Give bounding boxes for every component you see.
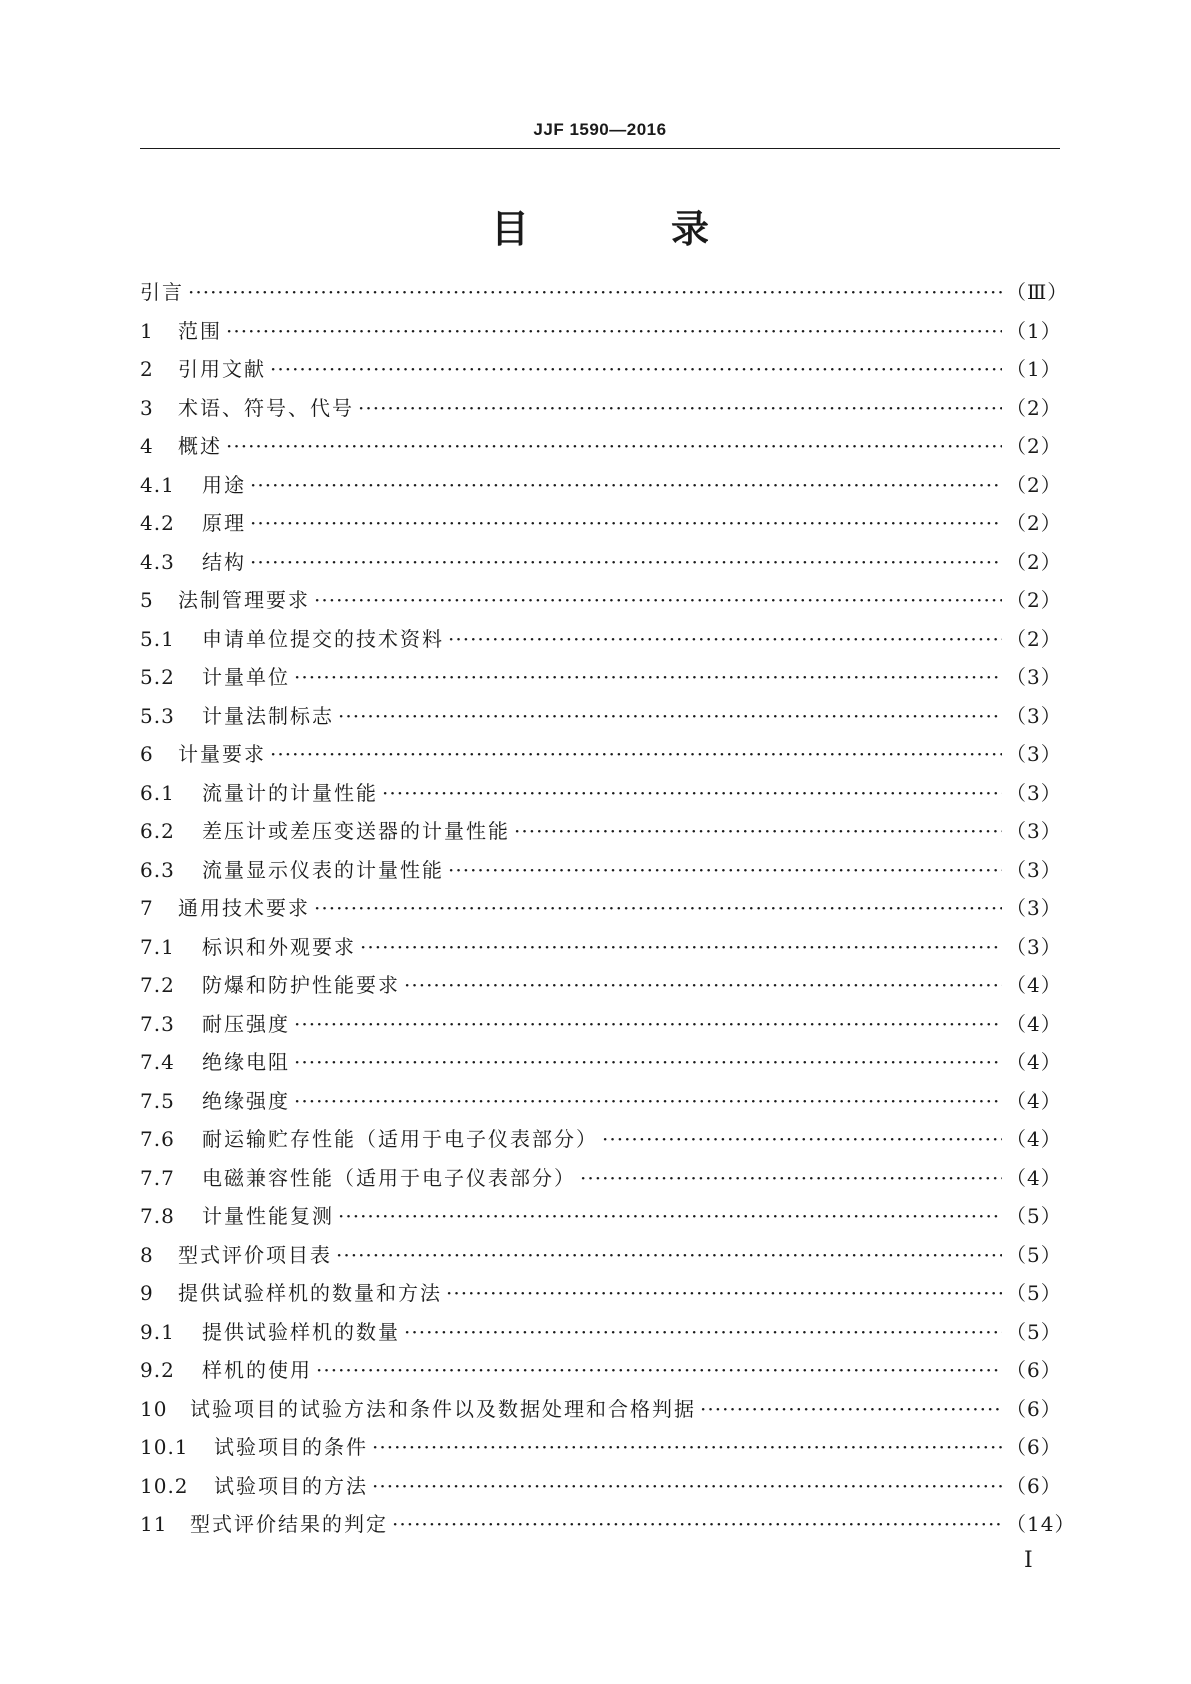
toc-dot-leader xyxy=(448,627,1002,651)
toc-entry[interactable] xyxy=(140,854,1060,893)
toc-entry[interactable] xyxy=(140,392,1060,431)
running-header: JJF 1590—2016 xyxy=(533,120,667,139)
toc-dot-leader xyxy=(338,1204,1002,1228)
toc-entry-label: 绝缘强度 xyxy=(202,1088,290,1113)
toc-dot-leader xyxy=(226,319,1002,343)
toc-entry-number: 6.3 xyxy=(140,857,175,882)
toc-entry-page: （2） xyxy=(1006,549,1062,574)
toc-entry-page: （3） xyxy=(1006,819,1062,843)
toc-dot-leader xyxy=(294,1089,1002,1113)
toc-entry[interactable] xyxy=(140,546,1060,585)
toc-entry-label: 提供试验样机的数量 xyxy=(202,1319,400,1344)
toc-entry[interactable] xyxy=(140,1162,1060,1201)
toc-entry-page: （1） xyxy=(1006,318,1062,343)
toc-entry-number: 6.1 xyxy=(140,780,175,805)
toc-dot-leader xyxy=(360,935,1002,959)
toc-entry-number: 7.5 xyxy=(140,1088,175,1113)
toc-dot-leader xyxy=(372,1474,1002,1498)
toc-entry-label: 流量显示仪表的计量性能 xyxy=(202,857,444,882)
toc-entry-label: 型式评价结果的判定 xyxy=(190,1512,388,1536)
toc-dot-leader xyxy=(338,704,1002,728)
toc-entry[interactable] xyxy=(140,1354,1060,1393)
toc-entry[interactable] xyxy=(140,1470,1060,1509)
toc-entry-number: 9.2 xyxy=(140,1358,175,1382)
toc-entry-number: 6.2 xyxy=(140,819,175,843)
toc-dot-leader xyxy=(270,742,1002,766)
toc-entry-label: 耐压强度 xyxy=(202,1011,290,1036)
toc-entry-page: （3） xyxy=(1006,665,1062,689)
toc-entry-page: （3） xyxy=(1006,780,1062,805)
toc-entry-page: （5） xyxy=(1006,1204,1062,1228)
toc-entry-page: （4） xyxy=(1006,1088,1062,1113)
toc-dot-leader xyxy=(188,280,1002,304)
toc-entry-label: 试验项目的方法 xyxy=(214,1473,368,1498)
toc-entry-page: （Ⅲ） xyxy=(1006,280,1069,304)
toc-entry[interactable] xyxy=(140,700,1060,739)
toc-entry-label: 计量性能复测 xyxy=(202,1204,334,1228)
toc-entry-number: 6 xyxy=(140,742,154,766)
toc-dot-leader xyxy=(700,1397,1002,1421)
toc-entry[interactable] xyxy=(140,1123,1060,1162)
toc-dot-leader xyxy=(580,1166,1002,1190)
toc-entry-label: 引用文献 xyxy=(178,357,266,381)
toc-dot-leader xyxy=(294,665,1002,689)
toc-entry-label: 差压计或差压变送器的计量性能 xyxy=(202,819,510,843)
toc-dot-leader xyxy=(382,781,1002,805)
toc-dot-leader xyxy=(358,396,1002,420)
toc-entry-label: 计量单位 xyxy=(202,665,290,689)
page-number: Ⅰ xyxy=(1024,1548,1033,1573)
toc-entry-page: （2） xyxy=(1006,511,1062,535)
toc-entry[interactable] xyxy=(140,969,1060,1008)
toc-entry-number: 7.1 xyxy=(140,934,175,959)
toc-entry-number: 7.2 xyxy=(140,973,175,997)
toc-entry-number: 5.1 xyxy=(140,626,175,651)
toc-entry-page: （2） xyxy=(1006,588,1062,612)
toc-dot-leader xyxy=(250,511,1002,535)
toc-title: 目 录 xyxy=(490,207,761,251)
toc-entry[interactable] xyxy=(140,1200,1060,1239)
toc-dot-leader xyxy=(392,1512,1002,1536)
toc-entry[interactable] xyxy=(140,1277,1060,1316)
toc-entry-page: （2） xyxy=(1006,472,1062,497)
toc-entry-number: 10 xyxy=(140,1396,168,1421)
toc-entry[interactable] xyxy=(140,584,1060,623)
toc-dot-leader xyxy=(294,1050,1002,1074)
toc-entry-number: 5.3 xyxy=(140,703,175,728)
toc-entry-label: 用途 xyxy=(202,472,246,497)
toc-entry-number: 10.1 xyxy=(140,1435,189,1459)
toc-entry-page: （3） xyxy=(1006,934,1062,959)
toc-entry[interactable] xyxy=(140,1393,1060,1432)
toc-dot-leader xyxy=(404,973,1002,997)
toc-entry-page: （1） xyxy=(1006,357,1062,381)
toc-entry-label: 法制管理要求 xyxy=(178,588,310,612)
toc-entry-label: 提供试验样机的数量和方法 xyxy=(178,1281,442,1305)
toc-dot-leader xyxy=(250,473,1002,497)
toc-entry[interactable] xyxy=(140,738,1060,777)
toc-entry[interactable] xyxy=(140,931,1060,970)
toc-entry-page: （5） xyxy=(1006,1242,1062,1267)
toc-dot-leader xyxy=(316,1358,1002,1382)
toc-entry[interactable] xyxy=(140,892,1060,931)
toc-entry-page: （4） xyxy=(1006,973,1062,997)
toc-entry-number: 7.8 xyxy=(140,1204,175,1228)
toc-entry[interactable] xyxy=(140,353,1060,392)
toc-entry-page: （2） xyxy=(1006,395,1062,420)
toc-entry-page: （6） xyxy=(1006,1435,1062,1459)
toc-entry[interactable] xyxy=(140,815,1060,854)
toc-entry-page: （3） xyxy=(1006,857,1062,882)
toc-list xyxy=(140,276,1076,1547)
toc-entry-number: 4.1 xyxy=(140,472,175,497)
toc-dot-leader xyxy=(226,434,1002,458)
toc-entry-number: 3 xyxy=(140,395,154,420)
toc-entry-label: 计量法制标志 xyxy=(202,703,334,728)
toc-entry[interactable] xyxy=(140,1431,1060,1470)
toc-entry-label: 术语、符号、代号 xyxy=(178,395,354,420)
toc-entry-number: 7.4 xyxy=(140,1050,175,1074)
toc-entry-label: 申请单位提交的技术资料 xyxy=(202,626,444,651)
toc-entry[interactable] xyxy=(140,430,1060,469)
header-rule xyxy=(140,148,1060,149)
toc-entry-page: （5） xyxy=(1006,1281,1062,1305)
toc-entry-number: 7.7 xyxy=(140,1165,175,1190)
toc-entry-number: 5.2 xyxy=(140,665,175,689)
toc-entry-page: （2） xyxy=(1006,434,1062,458)
toc-entry[interactable] xyxy=(140,469,1060,508)
toc-dot-leader xyxy=(448,858,1002,882)
toc-dot-leader xyxy=(446,1281,1002,1305)
toc-entry-label: 型式评价项目表 xyxy=(178,1242,332,1267)
toc-entry[interactable] xyxy=(140,276,1069,315)
toc-entry-number: 4 xyxy=(140,434,154,458)
toc-entry-label: 标识和外观要求 xyxy=(202,934,356,959)
toc-dot-leader xyxy=(372,1435,1002,1459)
toc-entry-label: 样机的使用 xyxy=(202,1358,312,1382)
toc-entry-number: 9.1 xyxy=(140,1319,175,1344)
toc-entry-page: （4） xyxy=(1006,1127,1062,1151)
toc-entry[interactable] xyxy=(140,507,1060,546)
toc-entry-number: 5 xyxy=(140,588,154,612)
toc-entry[interactable] xyxy=(140,1316,1060,1355)
toc-entry-page: （6） xyxy=(1006,1473,1062,1498)
toc-entry-number: 4.3 xyxy=(140,549,175,574)
toc-entry-number: 4.2 xyxy=(140,511,175,535)
toc-entry-number: 2 xyxy=(140,357,154,381)
toc-entry-label: 引言 xyxy=(140,280,184,304)
toc-entry[interactable] xyxy=(140,1046,1060,1085)
toc-entry[interactable] xyxy=(140,661,1060,700)
toc-entry-page: （14） xyxy=(1006,1512,1076,1536)
toc-entry-page: （4） xyxy=(1006,1050,1062,1074)
toc-entry[interactable] xyxy=(140,623,1060,662)
toc-entry-label: 流量计的计量性能 xyxy=(202,780,378,805)
toc-entry-label: 绝缘电阻 xyxy=(202,1050,290,1074)
toc-entry-number: 7.6 xyxy=(140,1127,175,1151)
toc-dot-leader xyxy=(250,550,1002,574)
toc-dot-leader xyxy=(336,1243,1002,1267)
toc-entry-label: 原理 xyxy=(202,511,246,535)
toc-entry-number: 8 xyxy=(140,1242,154,1267)
toc-entry-number: 7 xyxy=(140,896,154,920)
toc-entry-label: 防爆和防护性能要求 xyxy=(202,973,400,997)
toc-entry-label: 概述 xyxy=(178,434,222,458)
toc-entry-number: 7.3 xyxy=(140,1011,175,1036)
toc-entry-label: 电磁兼容性能（适用于电子仪表部分） xyxy=(202,1165,576,1190)
toc-dot-leader xyxy=(314,896,1002,920)
toc-entry-page: （3） xyxy=(1006,896,1062,920)
toc-entry-label: 结构 xyxy=(202,549,246,574)
toc-entry[interactable] xyxy=(140,1508,1076,1547)
toc-entry[interactable] xyxy=(140,777,1060,816)
toc-dot-leader xyxy=(602,1127,1002,1151)
toc-entry-label: 试验项目的条件 xyxy=(214,1435,368,1459)
toc-entry[interactable] xyxy=(140,1239,1060,1278)
toc-entry[interactable] xyxy=(140,315,1060,354)
toc-entry-label: 通用技术要求 xyxy=(178,896,310,920)
toc-dot-leader xyxy=(514,819,1002,843)
toc-entry-page: （4） xyxy=(1006,1011,1062,1036)
toc-entry-number: 10.2 xyxy=(140,1473,189,1498)
toc-dot-leader xyxy=(404,1320,1002,1344)
toc-entry-page: （4） xyxy=(1006,1165,1062,1190)
toc-entry-label: 试验项目的试验方法和条件以及数据处理和合格判据 xyxy=(190,1396,696,1421)
toc-entry-page: （6） xyxy=(1006,1396,1062,1421)
toc-entry-page: （3） xyxy=(1006,742,1062,766)
toc-entry-label: 耐运输贮存性能（适用于电子仪表部分） xyxy=(202,1127,598,1151)
toc-entry-label: 计量要求 xyxy=(178,742,266,766)
toc-entry[interactable] xyxy=(140,1085,1060,1124)
toc-entry-number: 11 xyxy=(140,1512,168,1536)
toc-dot-leader xyxy=(314,588,1002,612)
toc-entry-number: 1 xyxy=(140,318,154,343)
toc-entry-page: （5） xyxy=(1006,1319,1062,1344)
toc-entry-page: （3） xyxy=(1006,703,1062,728)
toc-entry[interactable] xyxy=(140,1008,1060,1047)
toc-dot-leader xyxy=(294,1012,1002,1036)
toc-dot-leader xyxy=(270,357,1002,381)
toc-entry-page: （6） xyxy=(1006,1358,1062,1382)
toc-entry-number: 9 xyxy=(140,1281,154,1305)
toc-entry-page: （2） xyxy=(1006,626,1062,651)
toc-entry-label: 范围 xyxy=(178,318,222,343)
